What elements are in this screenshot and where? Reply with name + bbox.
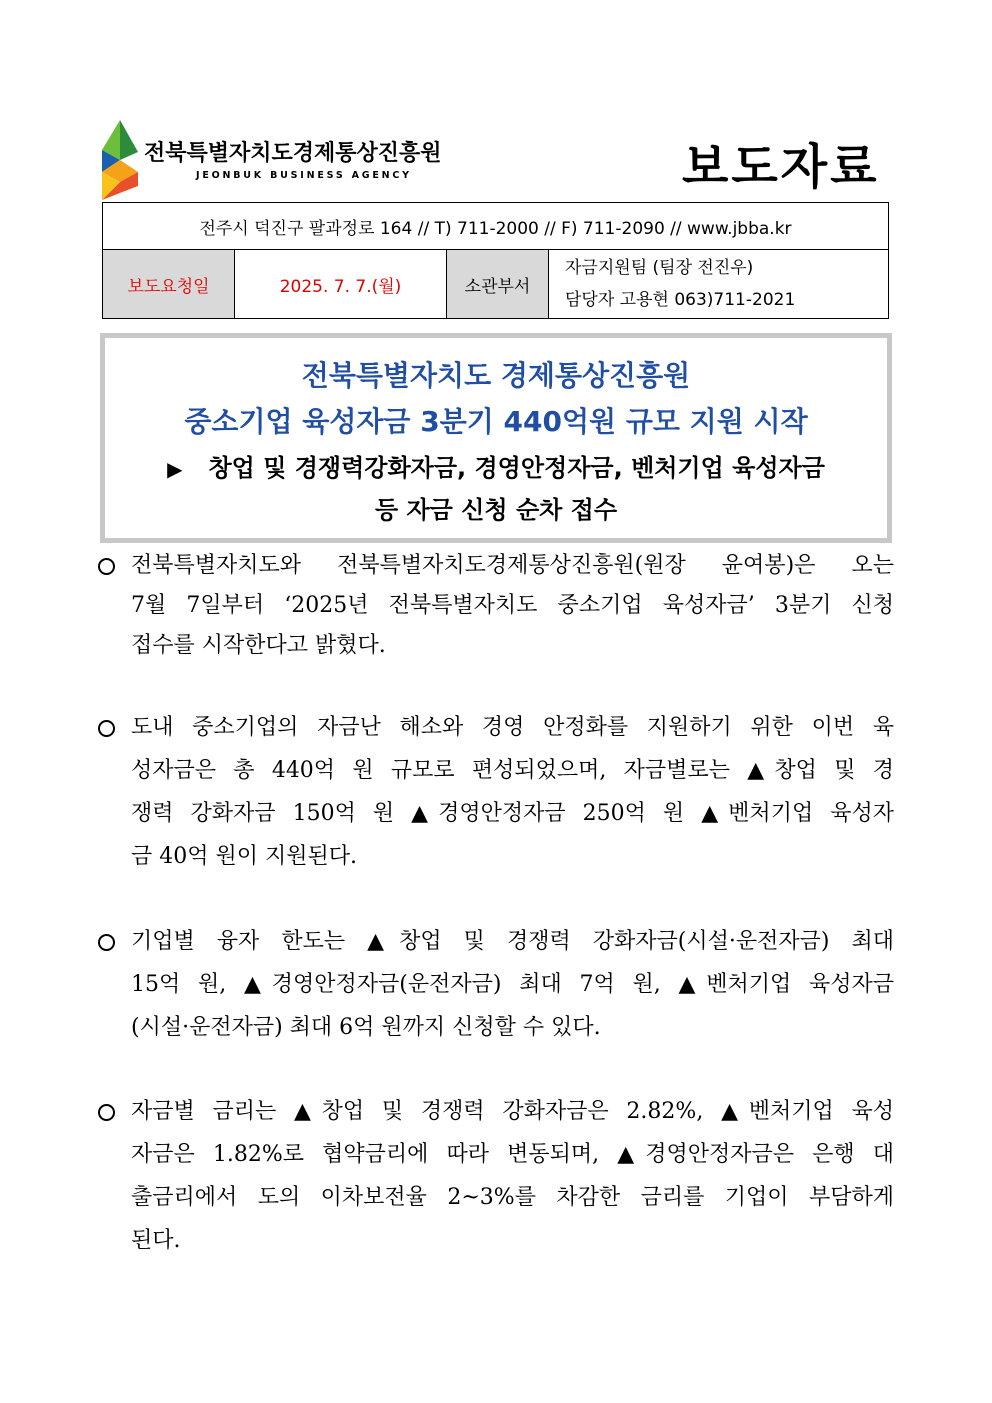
- bullet-circle-icon: [98, 1104, 115, 1121]
- paragraph-line: 기업별 융자 한도는 ▲창업 및 경쟁력 강화자금(시설·운전자금) 최대: [131, 929, 894, 954]
- paragraph-line: 금 40억 원이 지원된다.: [131, 844, 357, 869]
- department-info: [549, 250, 889, 319]
- paragraph-line: 출금리에서 도의 이차보전율 2~3%를 차감한 금리를 기업이 부담하게: [131, 1185, 894, 1210]
- info-table: [102, 202, 889, 319]
- subheadline-line-1: [105, 448, 887, 483]
- paragraph-line: 15억 원, ▲경영안정자금(운전자금) 최대 7억 원, ▲벤처기업 육성자금: [131, 972, 894, 997]
- bullet-circle-icon: [98, 934, 115, 951]
- triangle-marker-icon: ▶: [167, 457, 183, 481]
- subheadline-text-1: 창업 및 경쟁력강화자금, 경영안정자금, 벤처기업 육성자금: [208, 454, 825, 482]
- logo-mark-icon: [100, 120, 140, 200]
- headline-line-2: 중소기업 육성자금 3분기 440억원 규모 지원 시작: [184, 405, 808, 438]
- org-name-english: JEONBUK BUSINESS AGENCY: [196, 170, 412, 181]
- org-name: 전북특별자치도경제통상진흥원: [144, 141, 442, 166]
- paragraph-line: 전북특별자치도와 전북특별자치도경제통상진흥원(원장 윤여봉)은 오는: [131, 553, 894, 578]
- paragraph-line: 접수를 시작한다고 밝혔다.: [131, 633, 386, 658]
- paragraph-line: 성자금은 총 440억 원 규모로 편성되었으며, 자금별로는 ▲창업 및 경: [131, 758, 894, 783]
- headline-line-1: 전북특별자치도 경제통상진흥원: [301, 359, 691, 392]
- paragraph-line: 7월 7일부터 ‘2025년 전북특별자치도 중소기업 육성자금’ 3분기 신청: [131, 593, 894, 618]
- paragraph-line: 된다.: [131, 1228, 181, 1253]
- department-team: 자금지원팀 (팀장 전진우): [565, 258, 754, 278]
- paragraph-line: 도내 중소기업의 자금난 해소와 경영 안정화를 지원하기 위한 이번 육: [131, 715, 894, 740]
- department-contact: 담당자 고용현 063)711-2021: [565, 290, 796, 310]
- contact-line: 전주시 덕진구 팔과정로 164 // T) 711-2000 // F) 711-2090 // www.jbba.kr: [103, 203, 889, 250]
- headline-box: [100, 333, 892, 543]
- bullet-circle-icon: [98, 558, 115, 575]
- paragraph-line: 자금별 금리는 ▲창업 및 경쟁력 강화자금은 2.82%, ▲벤처기업 육성: [131, 1099, 894, 1124]
- request-date-label: 보도요청일: [103, 250, 235, 319]
- paragraph-line: (시설·운전자금) 최대 6억 원까지 신청할 수 있다.: [131, 1015, 601, 1040]
- request-date: 2025. 7. 7.(월): [235, 250, 447, 319]
- paragraph-line: 쟁력 강화자금 150억 원 ▲경영안정자금 250억 원 ▲벤처기업 육성자: [131, 801, 894, 826]
- press-release-title: 보도자료: [682, 139, 880, 195]
- paragraph-line: 자금은 1.82%로 협약금리에 따라 변동되며, ▲경영안정자금은 은행 대: [131, 1142, 894, 1167]
- department-label: 소관부서: [447, 250, 549, 319]
- subheadline-line-2: 등 자금 신청 순차 접수: [374, 496, 618, 524]
- bullet-circle-icon: [98, 720, 115, 737]
- agency-logo: [100, 120, 440, 200]
